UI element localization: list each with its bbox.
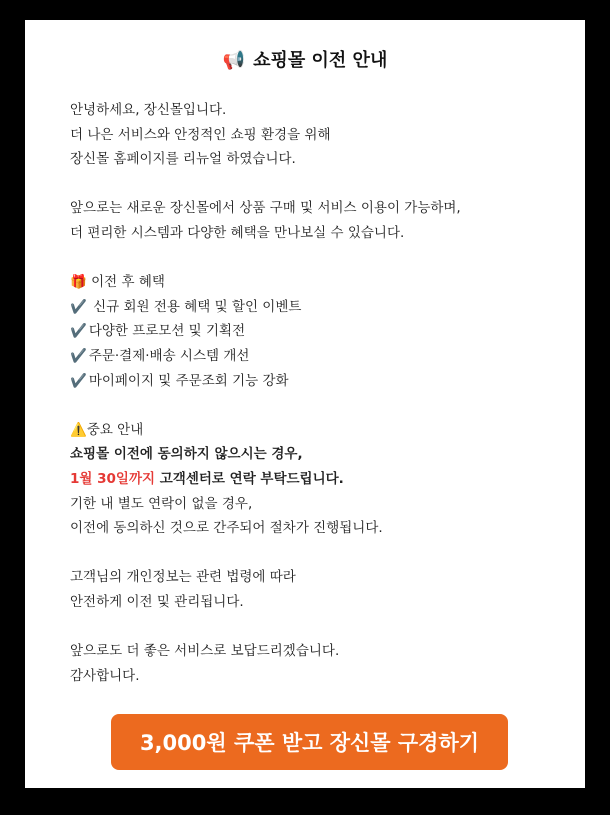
intro-line: 더 나은 서비스와 안정적인 쇼핑 환경을 위해 [70,126,331,143]
important-line: 이전에 동의하신 것으로 간주되어 절차가 진행됩니다. [70,520,383,537]
warning-icon: ⚠️ [70,421,87,438]
benefits-heading-text: 이전 후 혜택 [91,274,165,291]
future-line: 더 편리한 시스템과 다양한 혜택을 만나보실 수 있습니다. [70,224,405,241]
benefit-item-text: 주문·결제·배송 시스템 개선 [88,347,250,364]
future-line: 앞으로는 새로운 장신몰에서 상품 구매 및 서비스 이용이 가능하며, [70,200,461,217]
important-line [70,467,550,492]
important-line-rest: 고객센터로 연락 부탁드립니다. [155,470,344,487]
check-icon: ✔️ [70,298,87,315]
check-icon: ✔️ [70,372,87,389]
benefit-item [70,295,550,320]
title-text: 쇼핑몰 이전 안내 [253,50,388,71]
privacy-line: 안전하게 이전 및 관리됩니다. [70,593,244,610]
benefit-item [70,319,550,344]
benefits-heading [70,270,550,295]
notice-body [70,98,550,688]
privacy-line: 고객님의 개인정보는 관련 법령에 따라 [70,569,296,586]
important-heading [70,418,550,443]
megaphone-icon: 📢 [222,50,246,71]
check-icon: ✔️ [70,323,87,340]
important-heading-text: 중요 안내 [86,421,144,438]
notice-card [25,20,585,788]
benefit-item-text: 다양한 프로모션 및 기획전 [88,323,246,340]
benefit-item-text: 신규 회원 전용 혜택 및 할인 이벤트 [93,298,302,315]
closing-line: 앞으로도 더 좋은 서비스로 보답드리겠습니다. [70,643,340,660]
gift-icon: 🎁 [70,274,87,291]
intro-line: 장신몰 홈페이지를 리뉴얼 하였습니다. [70,151,296,168]
closing-line: 감사합니다. [70,667,140,684]
benefit-item [70,344,550,369]
important-line: 기한 내 별도 연락이 없을 경우, [70,495,253,512]
check-icon: ✔️ [70,347,87,364]
important-line: 쇼핑몰 이전에 동의하지 않으시는 경우, [70,446,303,463]
deadline-text: 1월 30일까지 [70,470,156,487]
notice-title [25,46,585,72]
coupon-cta-button[interactable]: 3,000원 쿠폰 받고 장신몰 구경하기 [111,714,508,770]
benefit-item-text: 마이페이지 및 주문조회 기능 강화 [88,372,289,389]
intro-line: 안녕하세요, 장신몰입니다. [70,102,227,118]
benefit-item [70,369,550,394]
